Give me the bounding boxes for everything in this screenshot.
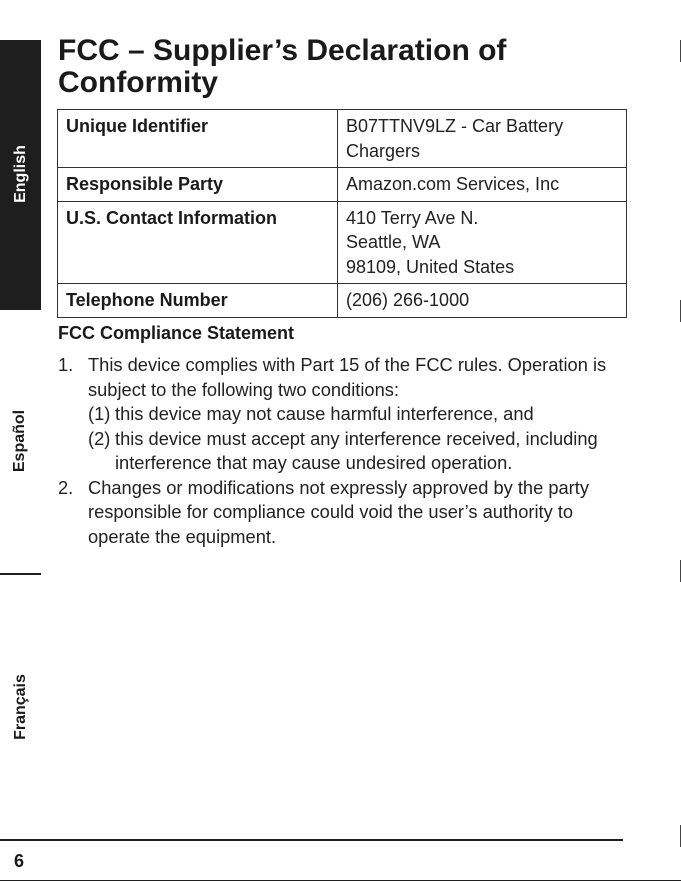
tab-english-label: English [11,145,29,203]
row-label: Unique Identifier [58,110,338,168]
tab-espanol-label: Español [11,409,29,472]
list-item [58,353,638,476]
table-row [58,168,627,202]
item-number: 1. [58,354,74,375]
tab-francais-label: Français [11,673,29,740]
condition-text: this device may not cause harmful interference, and [115,403,534,424]
compliance-statement [58,353,638,549]
tab-espanol[interactable] [0,308,41,573]
table-row [58,284,627,318]
footer-rule [0,839,623,841]
row-value: Amazon.com Services, Inc [338,168,627,202]
table-row [58,110,627,168]
language-tab-rail [0,0,41,881]
declaration-table [57,109,627,318]
condition-text: this device must accept any interference received, including interference that may cause undesired operation. [115,427,598,473]
page-number: 6 [14,851,25,871]
section-heading: FCC Compliance Statement [58,323,295,343]
row-value: B07TTNV9LZ - Car Battery Chargers [338,110,627,168]
page-title: FCC – Supplier’s Declaration of Conformity [58,34,507,99]
row-value: (206) 266-1000 [338,284,627,318]
condition-mark: (1) [88,403,111,424]
condition-mark: (2) [88,427,111,449]
item-number: 2. [58,476,74,498]
condition-item [88,427,638,476]
condition-item [88,402,638,427]
list-item [58,476,638,550]
row-value: 410 Terry Ave N. Seattle, WA 98109, United States [338,201,627,284]
row-label: Telephone Number [58,284,338,318]
tab-english[interactable] [0,40,41,308]
row-label: U.S. Contact Information [58,201,338,284]
table-row [58,201,627,284]
item-text: This device complies with Part 15 of the FCC rules. Operation is subject to the following two conditions: [88,354,607,400]
item-text: Changes or modifications not expressly approved by the party responsible for compliance could void the user’s authority to operate the equipment. [88,476,589,547]
tab-francais[interactable] [0,574,41,839]
row-label: Responsible Party [58,168,338,202]
